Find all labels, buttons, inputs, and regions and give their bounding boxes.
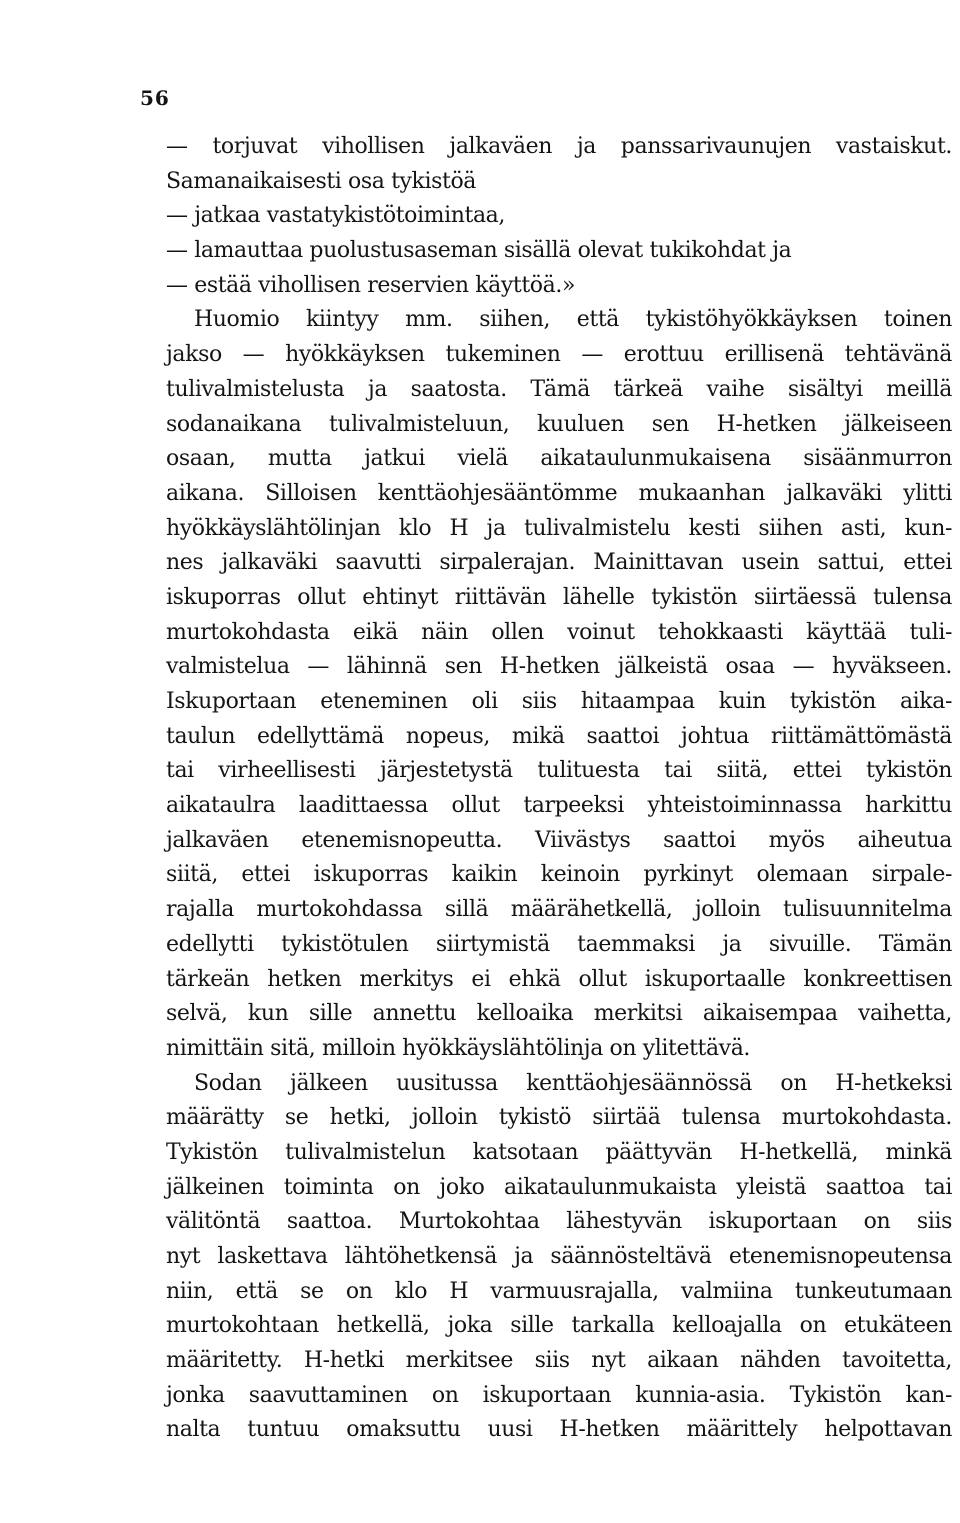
text-line: — torjuvat vihollisen jalkaväen ja panssarivaunujen vastaiskut.: [166, 134, 952, 159]
text-line: — lamauttaa puolustusaseman sisällä olevat tukikohdat ja: [166, 238, 792, 264]
text-line: murtokohdasta eikä näin ollen voinut tehokkaasti käyttää tuli-: [166, 619, 952, 645]
text-line: iskuporras ollut ehtinyt riittävän lähelle tykistön siirtäessä tulensa: [166, 584, 952, 610]
text-line: hyökkäyslähtölinjan klo H ja tulivalmistelu kesti siihen asti, kun-: [166, 515, 952, 541]
text-line: edellytti tykistötulen siirtymistä taemmaksi ja sivuille. Tämän: [166, 931, 952, 957]
text-line: välitöntä saattoa. Murtokohtaa lähestyvän iskuportaan on siis: [166, 1209, 952, 1235]
text-line: nyt laskettava lähtöhetkensä ja säännösteltävä etenemisnopeutensa: [166, 1244, 952, 1269]
page-number: 56: [140, 86, 170, 110]
text-line: jalkaväen etenemisnopeutta. Viivästys saattoi myös aiheutua: [166, 827, 952, 853]
text-line: tai virheellisesti järjestetystä tulituesta tai siitä, ettei tykistön: [166, 758, 952, 784]
text-line: selvä, kun sille annettu kelloaika merkitsi aikaisempaa vaihetta,: [166, 1001, 952, 1027]
text-line: jonka saavuttaminen on iskuportaan kunnia-asia. Tykistön kan-: [166, 1382, 952, 1408]
text-line: rajalla murtokohdassa sillä määrähetkellä, jolloin tulisuunnitelma: [166, 897, 952, 923]
text-line: määritetty. H-hetki merkitsee siis nyt aikaan nähden tavoitetta,: [166, 1348, 952, 1374]
text-line: jälkeinen toiminta on joko aikataulunmukaista yleistä saattoa tai: [166, 1174, 952, 1200]
text-line: jakso — hyökkäyksen tukeminen — erottuu erillisenä tehtävänä: [166, 342, 952, 368]
text-line: aikataulra laadittaessa ollut tarpeeksi yhteistoiminnassa harkittu: [166, 793, 952, 819]
text-line: Sodan jälkeen uusitussa kenttäohjesäännössä on H-hetkeksi: [194, 1070, 952, 1096]
text-line: murtokohtaan hetkellä, joka sille tarkalla kelloajalla on etukäteen: [166, 1313, 952, 1339]
text-line: sodanaikana tulivalmisteluun, kuuluen sen H-hetken jälkeiseen: [166, 411, 952, 437]
text-line: niin, että se on klo H varmuusrajalla, valmiina tunkeutumaan: [166, 1278, 952, 1304]
text-line: — estää vihollisen reservien käyttöä.»: [166, 272, 576, 298]
text-line: nimittäin sitä, milloin hyökkäyslähtölinja on ylitettävä.: [166, 1035, 751, 1061]
text-line: nes jalkaväki saavutti sirpalerajan. Mainittavan usein sattui, ettei: [166, 550, 952, 576]
text-line: valmistelua — lähinnä sen H-hetken jälkeistä osaa — hyväkseen.: [166, 654, 952, 680]
text-line: tärkeän hetken merkitys ei ehkä ollut iskuportaalle konkreettisen: [166, 966, 952, 992]
body-text: [166, 130, 952, 1448]
text-line: taulun edellyttämä nopeus, mikä saattoi johtua riittämättömästä: [166, 723, 952, 749]
text-line: nalta tuntuu omaksuttu uusi H-hetken määrittely helpottavan: [166, 1417, 952, 1443]
text-line: määrätty se hetki, jolloin tykistö siirtää tulensa murtokohdasta.: [166, 1105, 952, 1131]
text-line: Samanaikaisesti osa tykistöä: [166, 168, 477, 194]
text-line: Huomio kiintyy mm. siihen, että tykistöhyökkäyksen toinen: [194, 307, 952, 333]
text-line: aikana. Silloisen kenttäohjesääntömme mukaanhan jalkaväki ylitti: [166, 480, 952, 506]
text-line: tulivalmistelusta ja saatosta. Tämä tärkeä vaihe sisältyi meillä: [166, 376, 952, 402]
text-line: — jatkaa vastatykistötoimintaa,: [166, 203, 505, 229]
text-line: Tykistön tulivalmistelun katsotaan päättyvän H-hetkellä, minkä: [166, 1139, 952, 1165]
text-line: osaan, mutta jatkui vielä aikataulunmukaisena sisäänmurron: [166, 446, 952, 472]
text-line: siitä, ettei iskuporras kaikin keinoin pyrkinyt olemaan sirpale-: [166, 862, 952, 888]
text-line: Iskuportaan eteneminen oli siis hitaampaa kuin tykistön aika-: [166, 689, 952, 714]
